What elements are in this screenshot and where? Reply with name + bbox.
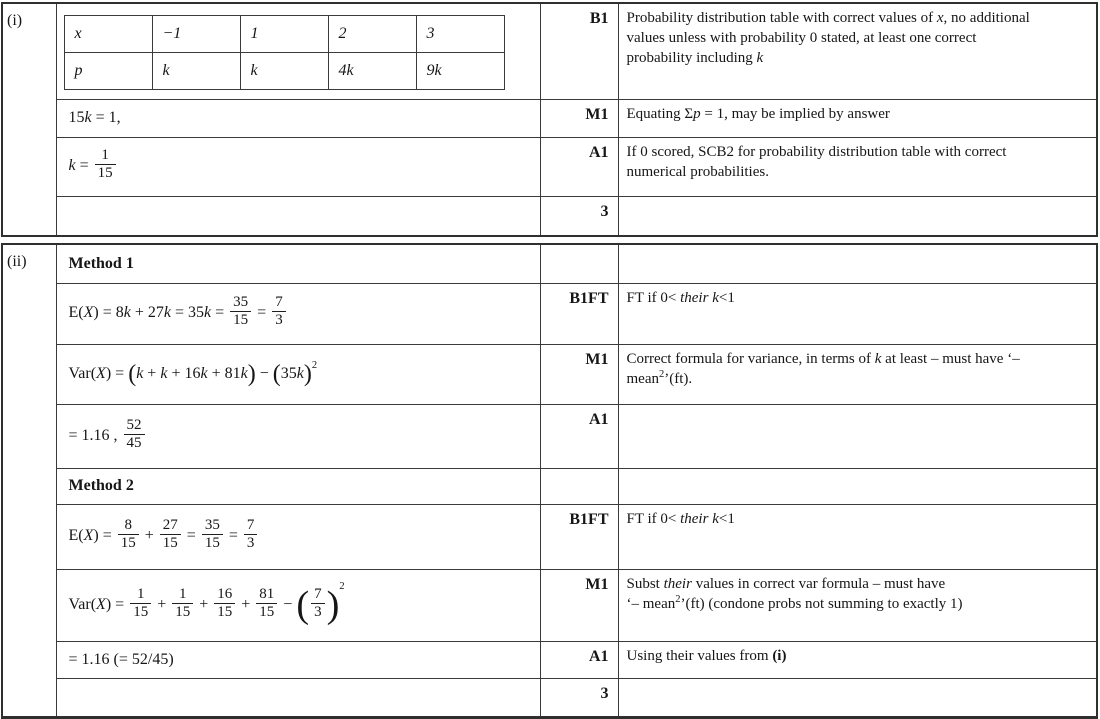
guidance-cell (618, 196, 1097, 236)
mark-cell: B1FT (540, 504, 618, 569)
guidance-cell: FT if 0< their k<1 (618, 504, 1097, 569)
guidance-cell: Equating Σp = 1, may be implied by answer (618, 99, 1097, 137)
guidance-cell: If 0 scored, SCB2 for probability distribution table with correct numerical probabilities. (618, 137, 1097, 196)
answer-cell (56, 678, 540, 717)
mark-cell: A1 (540, 137, 618, 196)
answer-cell: = 1.16 , $\frac{52}{45}$ (56, 404, 540, 468)
part-ii-table (1, 243, 1098, 719)
mark-cell: B1FT (540, 283, 618, 344)
pt-x-value: 1 (240, 16, 328, 53)
part-ii-label: (ii) (2, 244, 56, 717)
total-marks-cell: 3 (540, 196, 618, 236)
mark-cell: B1 (540, 3, 618, 99)
mark-cell: M1 (540, 569, 618, 641)
guidance-cell: Subst their values in correct var formula – must have ‘– mean$^2$’(ft) (condone probs not summing to exactly 1) (618, 569, 1097, 641)
pt-p-header: p (64, 53, 152, 90)
probability-distribution-table (64, 15, 505, 90)
guidance-cell (618, 404, 1097, 468)
mark-cell: M1 (540, 344, 618, 404)
pt-p-value: k (240, 53, 328, 90)
answer-cell: E(X) = $\frac{8}{15}$ + $\frac{27}{15}$ = $\frac{35}{15}$ = $\frac{7}{3}$ (56, 504, 540, 569)
answer-cell: k = $\frac{1}{15}$ (56, 137, 540, 196)
answer-cell: $Var(X) = (k + k + 16k + 81k) - (35k)^2$ (56, 344, 540, 404)
pt-p-value: 9k (416, 53, 504, 90)
method-1-heading: Method 1 (56, 244, 540, 283)
pt-p-value: k (152, 53, 240, 90)
guidance-cell: FT if 0< their k<1 (618, 283, 1097, 344)
answer-cell: Var(X) = $\frac{1}{15}$ + $\frac{1}{15}$ + $\frac{16}{15}$ + $\frac{81}{15}$ − ( $\frac{7}{3}$ )$^2$ (56, 569, 540, 641)
pt-x-value: 2 (328, 16, 416, 53)
mark-cell (540, 244, 618, 283)
answer-cell: E(X) = 8k + 27k = 35k = $\frac{35}{15}$ = $\frac{7}{3}$ (56, 283, 540, 344)
guidance-cell: Correct formula for variance, in terms of k at least – must have ‘– mean$^2$’(ft). (618, 344, 1097, 404)
mark-cell: A1 (540, 404, 618, 468)
mark-cell: A1 (540, 641, 618, 678)
total-marks-cell: 3 (540, 678, 618, 717)
pt-x-header: x (64, 16, 152, 53)
part-i-table (1, 2, 1098, 237)
part-i-label: (i) (2, 3, 56, 236)
pt-p-value: 4k (328, 53, 416, 90)
guidance-cell (618, 244, 1097, 283)
guidance-cell: Probability distribution table with correct values of x, no additional values unless with probability 0 stated, at least one correct probability including k (618, 3, 1097, 99)
guidance-cell (618, 468, 1097, 504)
pt-x-value: −1 (152, 16, 240, 53)
answer-cell: = 1.16 (= 52/45) (56, 641, 540, 678)
mark-cell: M1 (540, 99, 618, 137)
method-2-heading: Method 2 (56, 468, 540, 504)
guidance-cell (618, 678, 1097, 717)
answer-cell: 15k = 1, (56, 99, 540, 137)
mark-cell (540, 468, 618, 504)
guidance-cell: Using their values from (i) (618, 641, 1097, 678)
pt-x-value: 3 (416, 16, 504, 53)
answer-cell (56, 3, 540, 99)
answer-cell (56, 196, 540, 236)
